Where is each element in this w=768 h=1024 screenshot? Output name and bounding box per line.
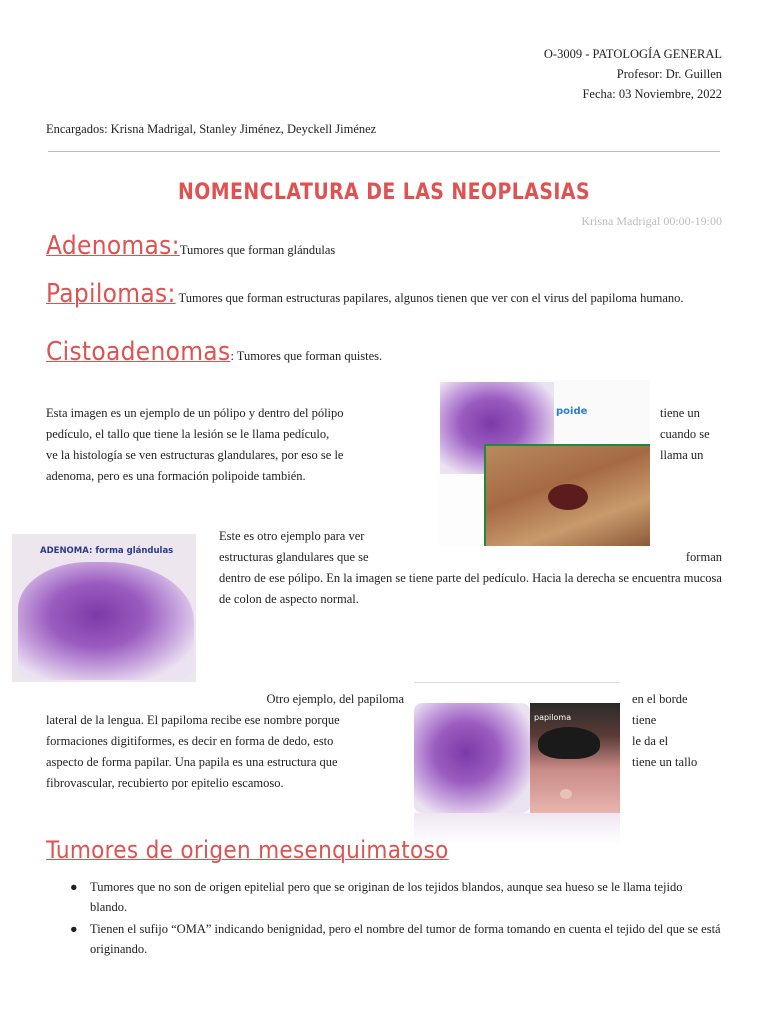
polyp-lesion — [548, 484, 588, 510]
bullet-item — [70, 877, 722, 917]
text-line: adenoma, pero es una formación polipoide también. — [46, 469, 306, 483]
course-code: O-3009 - PATOLOGÍA GENERAL — [543, 47, 722, 61]
text-line: lateral de la lengua. El papiloma recibe ese nombre porque — [46, 713, 340, 727]
para1-left — [46, 403, 428, 487]
text-line: Otro ejemplo, del papiloma — [266, 692, 404, 706]
para1-right — [660, 403, 722, 466]
text-fragment: estructuras glandulares que se — [219, 550, 369, 564]
text-line: Esta imagen es un ejemplo de un pólipo y dentro del pólipo — [46, 406, 344, 420]
divider — [48, 151, 720, 152]
text-line: tiene un tallo — [632, 755, 698, 769]
page-title: NOMENCLATURA DE LAS NEOPLASIAS — [177, 180, 591, 205]
text-line: formaciones digitiformes, es decir en forma de dedo, esto — [46, 734, 334, 748]
term-papilomas: Papilomas: — [46, 279, 176, 309]
encargados: Encargados: Krisna Madrigal, Stanley Jiménez, Deyckell Jiménez — [46, 122, 377, 136]
text-line — [219, 547, 722, 568]
professor: Profesor: Dr. Guillen — [616, 67, 722, 81]
text-line: fibrovascular, recubierto por epitelio escamoso. — [46, 776, 284, 790]
mouth — [538, 727, 600, 759]
text-line: dentro de ese pólipo. En la imagen se tiene parte del pedículo. Hacia la derecha se encuentra mucosa de colon de aspecto normal. — [219, 571, 722, 606]
text-line: aspecto de forma papilar. Una papila es una estructura que — [46, 755, 338, 769]
byline: Krisna Madrigal 00:00-19:00 — [581, 214, 722, 228]
text-line: pedículo, el tallo que tiene la lesión se le llama pedículo, — [46, 427, 330, 441]
histology-figure — [18, 562, 194, 680]
image-label: poide — [556, 406, 588, 417]
text-line: cuando se — [660, 427, 710, 441]
text-line: en el borde — [632, 692, 688, 706]
section-heading — [46, 836, 449, 864]
definition-cistoadenomas — [46, 337, 726, 367]
definition-papilomas — [46, 281, 722, 311]
image-label: ADENOMA: forma glándulas — [40, 546, 174, 556]
histology-figure — [414, 703, 530, 813]
para3-right — [632, 689, 722, 773]
date: Fecha: 03 Noviembre, 2022 — [582, 87, 722, 101]
papilloma-lesion — [560, 789, 572, 799]
image-label: papiloma — [534, 713, 572, 722]
heading-text: Tumores de origen mesenquimatoso — [46, 836, 449, 864]
text-line: Este es otro ejemplo para ver — [219, 529, 365, 543]
papilloma-image — [414, 682, 620, 845]
text-line: le da el — [632, 734, 669, 748]
para2 — [219, 526, 722, 610]
text-line: llama un — [660, 448, 704, 462]
bullet-text: Tienen el sufijo “OMA” indicando benignidad, pero el nombre del tumor de forma tomando en cuenta el tejido del que se está originando. — [90, 922, 721, 956]
definition-adenomas — [46, 231, 726, 261]
term-adenomas: Adenomas: — [46, 231, 180, 261]
bullet-text: Tumores que no son de origen epitelial pero que se originan de los tejidos blandos, aunque sea hueso se le llama tejido blando. — [90, 880, 683, 914]
text-line: ve la histología se ven estructuras glandulares, por eso se le — [46, 448, 344, 462]
polyp-image — [438, 380, 650, 546]
text-line: tiene un — [660, 406, 700, 420]
bullet-icon: ● — [70, 922, 78, 936]
definition-text: : Tumores que forman quistes. — [230, 349, 383, 363]
text-line: tiene — [632, 713, 657, 727]
adenoma-image — [12, 534, 196, 682]
para3-left — [46, 689, 404, 794]
term-cistoadenomas: Cistoadenomas — [46, 337, 231, 367]
definition-text: Tumores que forman estructuras papilares, algunos tienen que ver con el virus del papiloma humano. — [175, 291, 684, 305]
definition-text: Tumores que forman glándulas — [179, 243, 336, 257]
bullet-item — [70, 919, 722, 959]
bullet-icon: ● — [70, 880, 78, 894]
text-fragment: forman — [685, 550, 722, 564]
